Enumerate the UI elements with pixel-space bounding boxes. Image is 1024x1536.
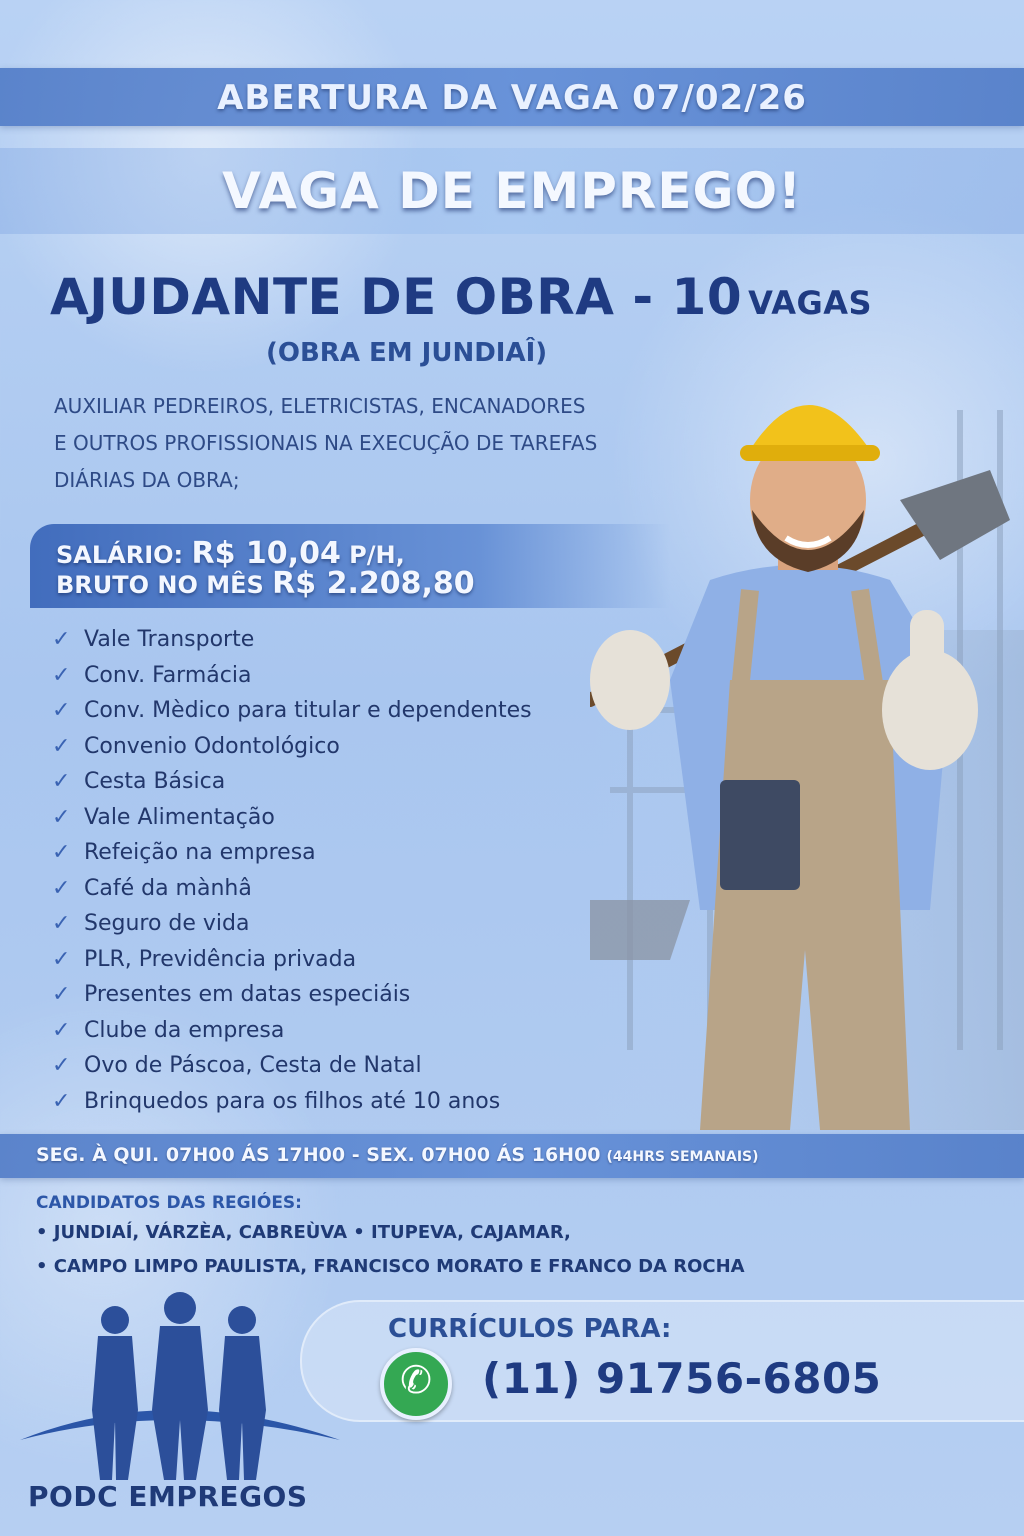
- description-line: DIÁRIAS DA OBRA;: [54, 468, 240, 492]
- benefit-label: Vale Alimentação: [84, 804, 275, 830]
- headline-banner: [0, 148, 1024, 234]
- check-icon: ✓: [52, 946, 71, 972]
- list-item: [52, 871, 532, 907]
- benefit-label: Conv. Farmácia: [84, 662, 252, 688]
- benefits-list: [52, 622, 532, 1119]
- podc-logo: [20, 1290, 340, 1490]
- list-item: [52, 942, 532, 978]
- contact-title: CURRÍCULOS PARA:: [388, 1314, 672, 1344]
- job-title: [50, 268, 872, 326]
- salary-hourly-label: SALÁRIO:: [56, 541, 184, 569]
- construction-worker-illustration: [590, 350, 1024, 1130]
- benefit-label: Brinquedos para os filhos até 10 anos: [84, 1088, 501, 1114]
- list-item: [52, 622, 532, 658]
- salary-hourly-unit: P/H,: [349, 541, 405, 569]
- salary-monthly-value: R$ 2.208,80: [272, 566, 475, 601]
- list-item: [52, 1084, 532, 1120]
- check-icon: ✓: [52, 662, 71, 688]
- check-icon: ✓: [52, 1088, 71, 1114]
- check-icon: ✓: [52, 769, 71, 795]
- phone-number[interactable]: (11) 91756-6805: [482, 1354, 882, 1403]
- list-item: [52, 658, 532, 694]
- brand-name: PODC EMPREGOS: [28, 1480, 308, 1513]
- benefit-label: PLR, Previdência privada: [84, 946, 357, 972]
- list-item: [52, 835, 532, 871]
- salary-hourly-value: R$ 10,04: [191, 536, 341, 571]
- benefit-label: Seguro de vida: [84, 911, 250, 937]
- job-location: (OBRA EM JUNDIAÎ): [266, 338, 548, 368]
- schedule-hours: SEG. À QUI. 07H00 ÁS 17H00 - SEX. 07H00 ÁS 16H00: [36, 1144, 601, 1166]
- check-icon: ✓: [52, 627, 71, 653]
- opening-date-banner: [0, 68, 1024, 126]
- headline-text: VAGA DE EMPREGO!: [222, 162, 802, 220]
- region-line: • JUNDIAÍ, VÁRZÈA, CABREÙVA • ITUPEVA, CAJAMAR,: [36, 1222, 571, 1243]
- check-icon: ✓: [52, 1053, 71, 1079]
- regions-title: CANDIDATOS DAS REGIÓES:: [36, 1193, 302, 1213]
- check-icon: ✓: [52, 911, 71, 937]
- check-icon: ✓: [52, 1017, 71, 1043]
- benefit-label: Refeição na empresa: [84, 840, 316, 866]
- benefit-label: Clube da empresa: [84, 1017, 285, 1043]
- benefit-label: Café da mànhâ: [84, 875, 252, 901]
- list-item: [52, 1013, 532, 1049]
- list-item: [52, 1048, 532, 1084]
- check-icon: ✓: [52, 698, 71, 724]
- check-icon: ✓: [52, 982, 71, 1008]
- benefit-label: Conv. Mèdico para titular e dependentes: [84, 698, 532, 724]
- description-line: E OUTROS PROFISSIONAIS NA EXECUÇÃO DE TAREFAS: [54, 431, 598, 455]
- job-title-text: AJUDANTE DE OBRA - 10: [50, 268, 743, 326]
- list-item: [52, 906, 532, 942]
- salary-banner: [30, 524, 670, 608]
- opening-date-text: ABERTURA DA VAGA 07/02/26: [217, 78, 807, 118]
- check-icon: ✓: [52, 733, 71, 759]
- benefit-label: Ovo de Páscoa, Cesta de Natal: [84, 1053, 422, 1079]
- list-item: [52, 800, 532, 836]
- benefit-label: Presentes em datas especiáis: [84, 982, 411, 1008]
- schedule-banner: [0, 1134, 1024, 1178]
- benefit-label: Cesta Básica: [84, 769, 226, 795]
- check-icon: ✓: [52, 875, 71, 901]
- region-line: • CAMPO LIMPO PAULISTA, FRANCISCO MORATO E FRANCO DA ROCHA: [36, 1256, 745, 1277]
- whatsapp-icon[interactable]: [380, 1348, 452, 1420]
- salary-monthly-label: BRUTO NO MÊS: [56, 571, 264, 599]
- contact-box: [300, 1300, 1024, 1422]
- check-icon: ✓: [52, 804, 71, 830]
- job-vagas-label: VAGAS: [748, 284, 873, 322]
- list-item: [52, 764, 532, 800]
- benefit-label: Vale Transporte: [84, 627, 255, 653]
- list-item: [52, 693, 532, 729]
- list-item: [52, 977, 532, 1013]
- description-line: AUXILIAR PEDREIROS, ELETRICISTAS, ENCANADORES: [54, 394, 586, 418]
- schedule-text: [36, 1144, 759, 1166]
- salary-monthly: [56, 566, 475, 601]
- check-icon: ✓: [52, 840, 71, 866]
- schedule-weekly: (44HRS SEMANAIS): [606, 1149, 759, 1165]
- benefit-label: Convenio Odontológico: [84, 733, 340, 759]
- list-item: [52, 729, 532, 765]
